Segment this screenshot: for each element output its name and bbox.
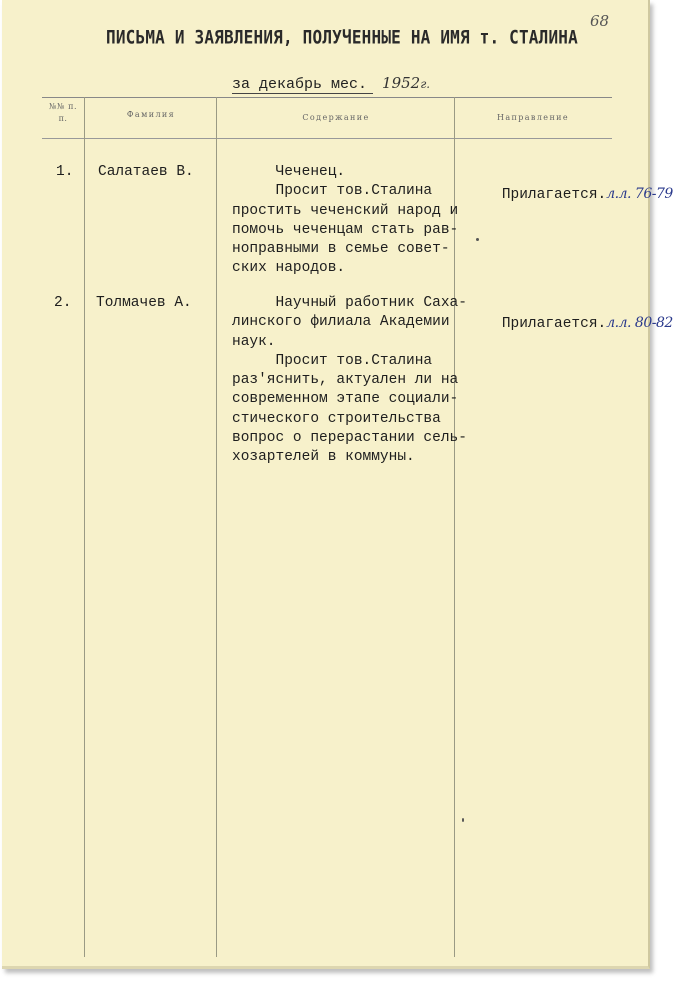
column-divider-1 <box>84 97 85 957</box>
row-1-direction-typed: Прилагается. <box>501 187 607 204</box>
header-direction: Направление <box>496 113 570 122</box>
column-divider-2 <box>216 97 217 957</box>
row-2-direction <box>467 295 673 354</box>
period-suffix: г. <box>420 77 431 91</box>
header-bottom-rule <box>42 138 612 139</box>
pencil-mark <box>476 238 479 241</box>
header-content: Содержание <box>302 113 370 122</box>
row-2-surname: Толмачев А. <box>96 295 192 311</box>
header-surname: Фамилия <box>126 110 176 119</box>
row-2-direction-handwritten: л.л. 80-82 <box>606 315 673 332</box>
page-number: 68 <box>590 12 610 30</box>
row-2-direction-typed: Прилагается. <box>501 316 607 333</box>
document-page <box>2 0 673 969</box>
period-label: за декабрь мес. <box>232 76 373 94</box>
row-1-number: 1. <box>56 164 74 180</box>
table-top-rule <box>42 97 612 98</box>
row-2-content: Научный работник Сахa- линского филиала Академии наук. Просит тов.Сталина раз'яснить, актуален ли на современном этапе социали- стического строительства вопрос о перерастании сель- хозартелей в коммуны. <box>232 295 467 466</box>
header-number: №№ п. п. <box>48 102 78 123</box>
row-1-surname: Салатаев В. <box>98 164 194 180</box>
period-year: 1952 <box>382 74 421 92</box>
row-1-direction-handwritten: л.л. 76-79 <box>606 186 673 203</box>
row-1-content: Чеченец. Просит тов.Сталина простить чеченский народ и помочь чеченцам стать рав- ноправными в семье совет- ских народов. <box>232 164 459 277</box>
row-2-number: 2. <box>54 295 72 311</box>
period-line <box>232 74 430 94</box>
row-1-direction <box>467 166 673 225</box>
pencil-mark <box>462 818 464 822</box>
document-title: ПИСЬМА И ЗАЯВЛЕНИЯ, ПОЛУЧЕННЫЕ НА ИМЯ т. СТАЛИНА <box>106 26 578 48</box>
